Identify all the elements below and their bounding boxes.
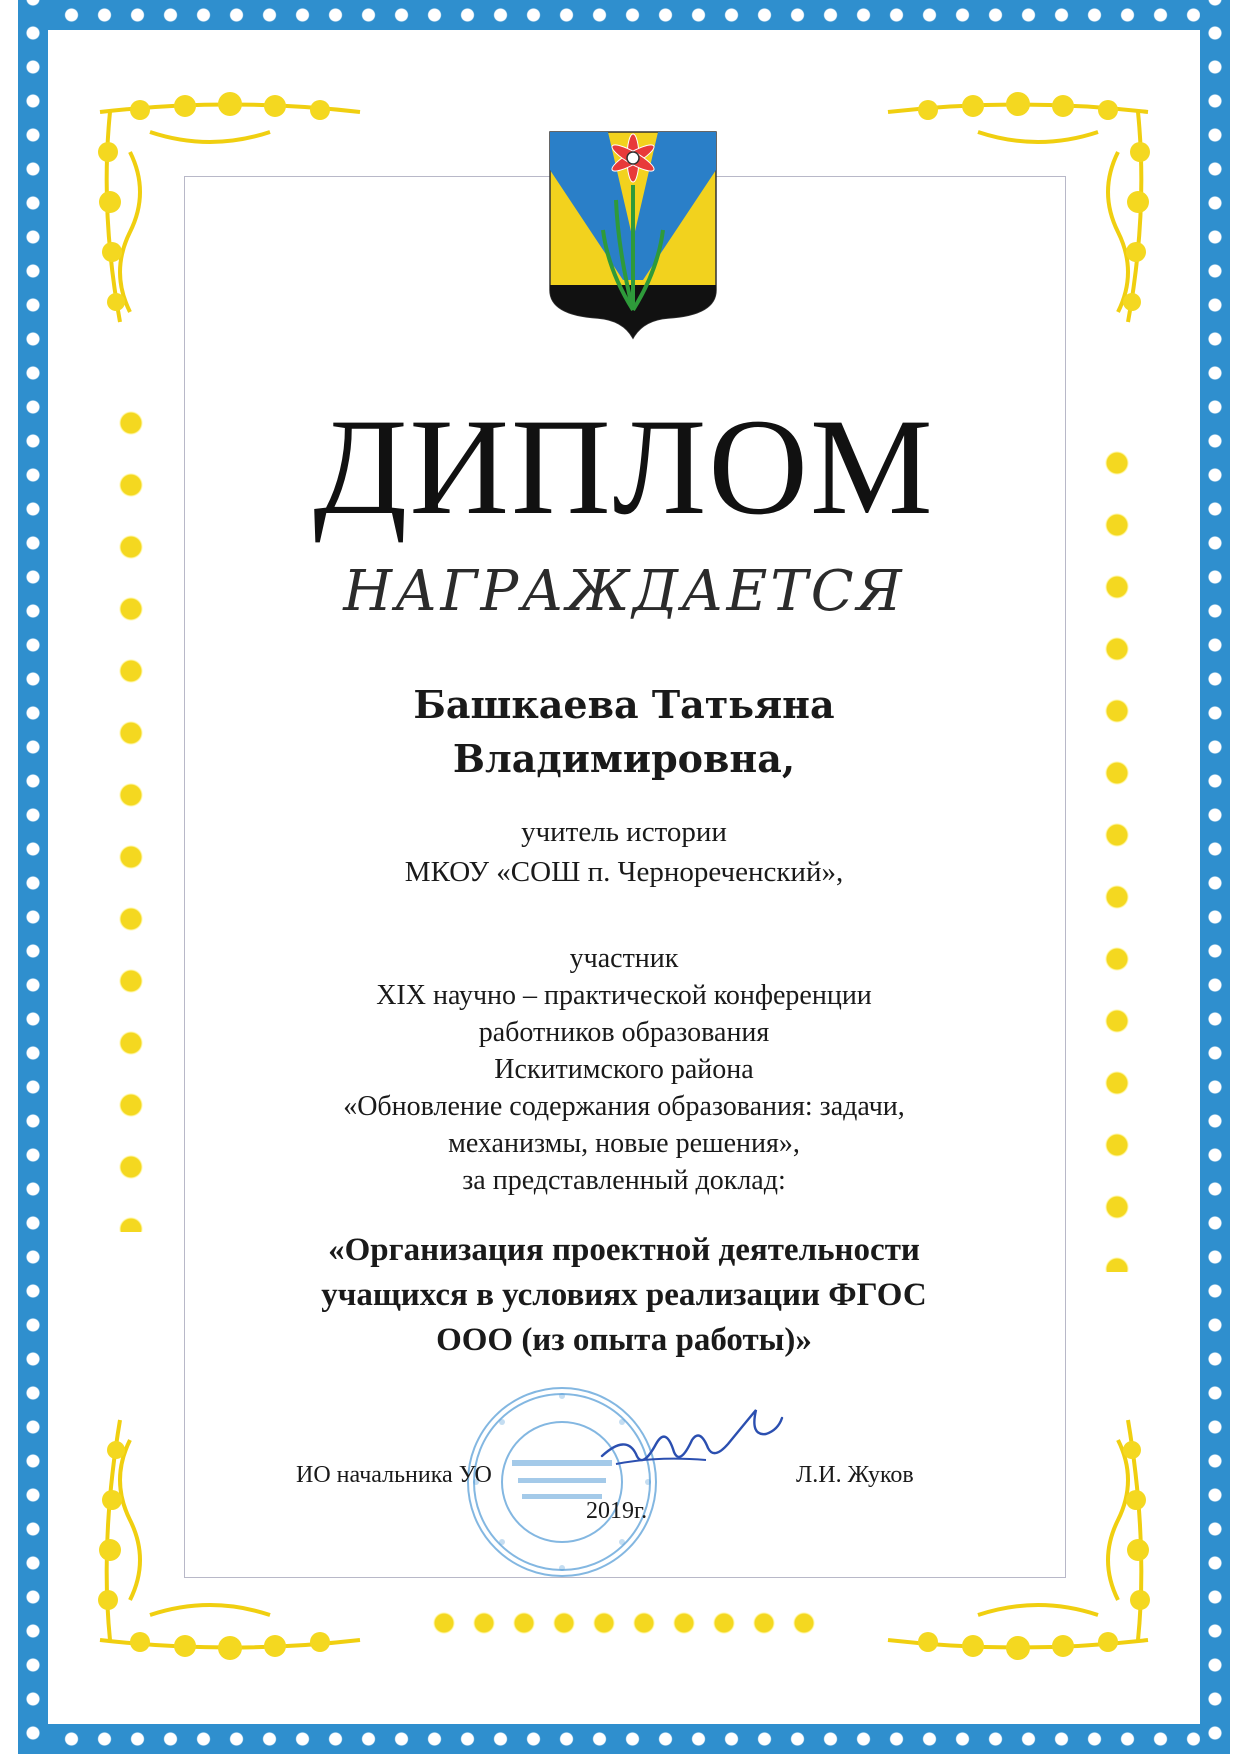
award-line: работников образования	[478, 1017, 770, 1048]
recipient-name-line: Владимировна,	[452, 736, 796, 781]
signatory-title: ИО начальника УО	[296, 1462, 492, 1488]
ornament-dots-left	[118, 392, 144, 1232]
border-left	[18, 0, 48, 1754]
position-line: МКОУ «СОШ п. Чернореченский»,	[404, 856, 844, 888]
recipient-position	[184, 812, 1064, 892]
border-top	[18, 0, 1230, 30]
award-line: Искитимского района	[494, 1054, 754, 1085]
award-line: за представленный доклад:	[462, 1165, 786, 1196]
ornament-dots-right	[1104, 432, 1130, 1272]
coat-of-arms-emblem	[548, 130, 718, 340]
signatory-name: Л.И. Жуков	[796, 1462, 914, 1488]
handwritten-signature	[596, 1404, 786, 1494]
award-description	[184, 940, 1064, 1199]
border-bottom	[18, 1724, 1230, 1754]
diploma-title: ДИПЛОМ	[313, 390, 935, 543]
report-line: «Организация проектной деятельности	[328, 1232, 920, 1268]
signature-year: 2019г.	[586, 1498, 648, 1524]
award-line: «Обновление содержания образования: задачи,	[343, 1091, 905, 1122]
awarded-subtitle: НАГРАЖДАЕТСЯ	[343, 559, 905, 624]
report-line: ООО (из опыта работы)»	[436, 1322, 812, 1358]
ornament-dots-bottom	[424, 1610, 824, 1636]
award-line: участник	[569, 943, 679, 974]
report-line: учащихся в условиях реализации ФГОС	[321, 1277, 927, 1313]
award-line: механизмы, новые решения»,	[448, 1128, 800, 1159]
award-line: XIX научно – практической конференции	[376, 980, 872, 1011]
recipient-name-line: Башкаева Татьяна	[413, 682, 835, 727]
recipient-name	[184, 678, 1064, 786]
border-right	[1200, 0, 1230, 1754]
report-title	[184, 1228, 1064, 1363]
position-line: учитель истории	[521, 816, 727, 848]
